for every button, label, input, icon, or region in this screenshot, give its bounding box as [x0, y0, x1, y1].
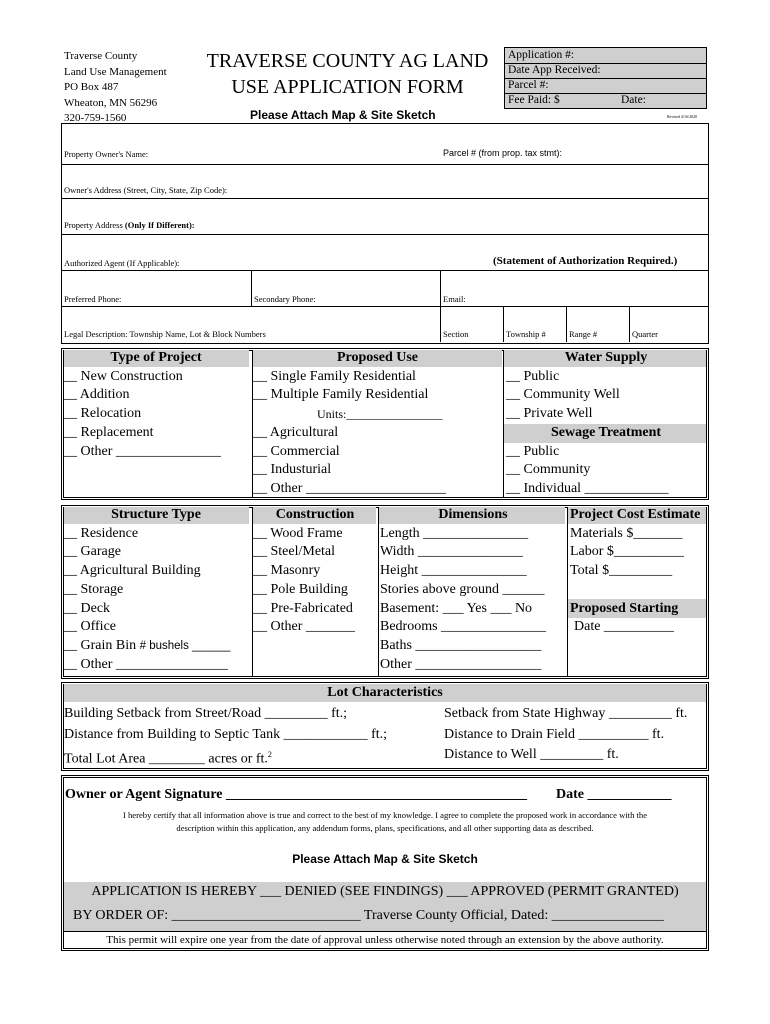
- certification-text: [64, 809, 706, 835]
- water-community-well[interactable]: __ Community Well: [506, 387, 620, 403]
- office-fee-paid: Fee Paid: $: [508, 94, 560, 106]
- cons-pre-fabricated[interactable]: __ Pre-Fabricated: [253, 600, 353, 616]
- certification-line1: I hereby certify that all information above is true and correct to the best of my knowledge. I agree to complete the proposed work in accordance with the: [122, 810, 648, 820]
- structure-other[interactable]: __ Other ________________: [63, 656, 228, 672]
- property-address-text: Property Address: [64, 220, 123, 230]
- proposed-start-date[interactable]: Date __________: [574, 619, 674, 635]
- use-commercial[interactable]: __ Commercial: [253, 443, 340, 459]
- use-multi-family[interactable]: __ Multiple Family Residential: [253, 387, 429, 403]
- owner-info-section: [61, 123, 709, 344]
- water-supply-heading: Water Supply: [564, 350, 648, 365]
- attach-note-bottom: Please Attach Map & Site Sketch: [292, 852, 478, 866]
- structure-ag-building[interactable]: __ Agricultural Building: [63, 563, 201, 579]
- grain-bushels: # bushels ______: [139, 639, 231, 652]
- title-line1: TRAVERSE COUNTY AG LAND: [206, 50, 489, 72]
- water-private-well[interactable]: __ Private Well: [506, 406, 593, 422]
- signature-date-line[interactable]: Date ____________: [556, 787, 672, 802]
- lot-distance-drain[interactable]: Distance to Drain Field __________ ft.: [444, 726, 665, 742]
- owner-name-label[interactable]: Property Owner's Name:: [64, 149, 149, 159]
- lot-distance-septic[interactable]: Distance from Building to Septic Tank ____________ ft.;: [64, 726, 388, 742]
- email-label[interactable]: Email:: [443, 294, 466, 304]
- cons-other[interactable]: __ Other _______: [253, 619, 355, 635]
- property-address-note: (Only If Different):: [124, 220, 195, 230]
- dim-width[interactable]: Width _______________: [380, 544, 523, 560]
- lot-right-col: [444, 704, 687, 766]
- construction-heading: Construction: [275, 507, 355, 522]
- cost-total[interactable]: Total $_________: [570, 563, 673, 579]
- range-label[interactable]: Range #: [569, 329, 598, 339]
- dim-height[interactable]: Height _______________: [380, 563, 527, 579]
- lot-total-area[interactable]: [64, 745, 387, 770]
- dim-other[interactable]: Other __________________: [380, 656, 542, 672]
- revised-date: Revised 4/16/2020: [667, 114, 698, 119]
- structure-garage[interactable]: __ Garage: [63, 544, 121, 560]
- preferred-phone-label[interactable]: Preferred Phone:: [64, 294, 122, 304]
- project-type-new[interactable]: __ New Construction: [63, 368, 183, 384]
- office-parcel: Parcel #:: [508, 79, 549, 91]
- property-address-label[interactable]: [64, 220, 195, 230]
- construction-col: [253, 506, 377, 637]
- township-label[interactable]: Township #: [506, 329, 546, 339]
- dimensions-heading: Dimensions: [438, 507, 508, 522]
- permit-expiration-note: This permit will expire one year from the date of approval unless otherwise noted through an extension by the above authority.: [106, 934, 664, 946]
- cost-estimate-heading: Project Cost Estimate: [570, 507, 701, 522]
- proposed-starting-heading: Proposed Starting: [570, 600, 679, 616]
- dim-baths[interactable]: Baths __________________: [380, 637, 542, 653]
- certification-line2: description within this application, any addendum forms, plans, specifications, and all other supporting data as described.: [176, 823, 594, 833]
- structure-grain-bin[interactable]: [63, 637, 249, 656]
- sewage-treatment-heading: Sewage Treatment: [550, 424, 662, 440]
- project-type-replacement[interactable]: __ Replacement: [63, 424, 154, 440]
- proposed-use-heading: Proposed Use: [336, 350, 419, 365]
- section-label[interactable]: Section: [443, 329, 469, 339]
- agency-city: Wheaton, MN 56296: [64, 96, 158, 109]
- water-sewage-col: [506, 349, 706, 499]
- office-date: Date:: [621, 94, 646, 106]
- lot-total-area-sup: 2: [267, 750, 272, 759]
- cons-pole-building[interactable]: __ Pole Building: [253, 581, 348, 597]
- structure-type-col: [63, 506, 249, 674]
- lot-characteristics-heading: Lot Characteristics: [327, 685, 443, 700]
- dim-length[interactable]: Length _______________: [380, 525, 529, 541]
- structure-deck[interactable]: __ Deck: [63, 600, 111, 616]
- dim-stories[interactable]: Stories above ground ______: [380, 581, 545, 597]
- structure-type-heading: Structure Type: [111, 507, 201, 522]
- structure-residence[interactable]: __ Residence: [63, 525, 139, 541]
- sewage-individual[interactable]: __ Individual ____________: [506, 480, 669, 496]
- agency-pobox: PO Box 487: [64, 81, 119, 93]
- cost-estimate-col: [570, 506, 707, 637]
- approval-order-line[interactable]: BY ORDER OF: ___________________________ Traverse County Official, Dated: ________________: [73, 908, 664, 923]
- owner-signature-line[interactable]: Owner or Agent Signature ___________________________________________: [65, 787, 528, 802]
- sewage-public[interactable]: __ Public: [506, 443, 560, 459]
- use-industrial[interactable]: __ Industurial: [253, 462, 332, 478]
- office-application: Application #:: [508, 49, 575, 61]
- grain-bin-label: __ Grain Bin: [63, 637, 137, 653]
- attach-note-top: Please Attach Map & Site Sketch: [250, 108, 436, 122]
- dimensions-col: [380, 506, 566, 674]
- lot-total-area-text: Total Lot Area ________ acres or ft.: [64, 751, 268, 767]
- approval-decision-line[interactable]: APPLICATION IS HEREBY ___ DENIED (SEE FINDINGS) ___ APPROVED (PERMIT GRANTED): [91, 884, 679, 899]
- quarter-label[interactable]: Quarter: [632, 329, 658, 339]
- structure-storage[interactable]: __ Storage: [63, 581, 124, 597]
- type-of-project-heading: Type of Project: [110, 350, 202, 365]
- water-public[interactable]: __ Public: [506, 368, 560, 384]
- lot-setback-highway[interactable]: Setback from State Highway _________ ft.: [444, 706, 688, 721]
- use-single-family[interactable]: __ Single Family Residential: [253, 368, 416, 384]
- lot-left-col: [64, 704, 387, 770]
- structure-office[interactable]: __ Office: [63, 619, 116, 635]
- cost-labor[interactable]: Labor $__________: [570, 544, 684, 560]
- office-date-received: Date App Received:: [508, 64, 601, 76]
- use-units[interactable]: Units:________________: [317, 407, 443, 422]
- use-agricultural[interactable]: __ Agricultural: [253, 424, 339, 440]
- sewage-community[interactable]: __ Community: [506, 462, 591, 478]
- dim-basement[interactable]: Basement: ___ Yes ___ No: [380, 600, 533, 616]
- lot-distance-well[interactable]: Distance to Well _________ ft.: [444, 747, 619, 762]
- agency-dept: Land Use Management: [64, 65, 167, 78]
- cons-masonry[interactable]: __ Masonry: [253, 563, 321, 579]
- page-title: [195, 48, 500, 100]
- agency-name: Traverse County: [64, 50, 138, 62]
- title-line2: USE APPLICATION FORM: [231, 76, 464, 98]
- type-of-project-col: [63, 349, 249, 461]
- parcel-number-label[interactable]: Parcel # (from prop. tax stmt):: [443, 148, 563, 158]
- agency-phone: 320-759-1560: [64, 112, 127, 124]
- owner-address-label[interactable]: Owner's Address (Street, City, State, Zip Code):: [64, 185, 228, 195]
- legal-description-label[interactable]: Legal Description: Township Name, Lot & Block Numbers: [64, 329, 266, 339]
- use-other[interactable]: __ Other ____________________: [253, 480, 446, 496]
- lot-setback-street[interactable]: Building Setback from Street/Road _________ ft.;: [64, 706, 348, 721]
- cons-wood-frame[interactable]: __ Wood Frame: [253, 525, 343, 541]
- dim-bedrooms[interactable]: Bedrooms _______________: [380, 619, 547, 635]
- cons-steel-metal[interactable]: __ Steel/Metal: [253, 544, 336, 560]
- secondary-phone-label[interactable]: Secondary Phone:: [254, 294, 316, 304]
- project-type-relocation[interactable]: __ Relocation: [63, 406, 142, 422]
- authorization-note: (Statement of Authorization Required.): [493, 255, 678, 267]
- cost-materials[interactable]: Materials $_______: [570, 525, 683, 541]
- project-type-addition[interactable]: __ Addition: [63, 387, 130, 403]
- agency-address: [64, 49, 167, 127]
- authorized-agent-label[interactable]: Authorized Agent (If Applicable):: [64, 258, 180, 268]
- office-use-box: [504, 47, 707, 109]
- proposed-use-col: [253, 349, 502, 499]
- project-type-other[interactable]: __ Other _______________: [63, 443, 221, 459]
